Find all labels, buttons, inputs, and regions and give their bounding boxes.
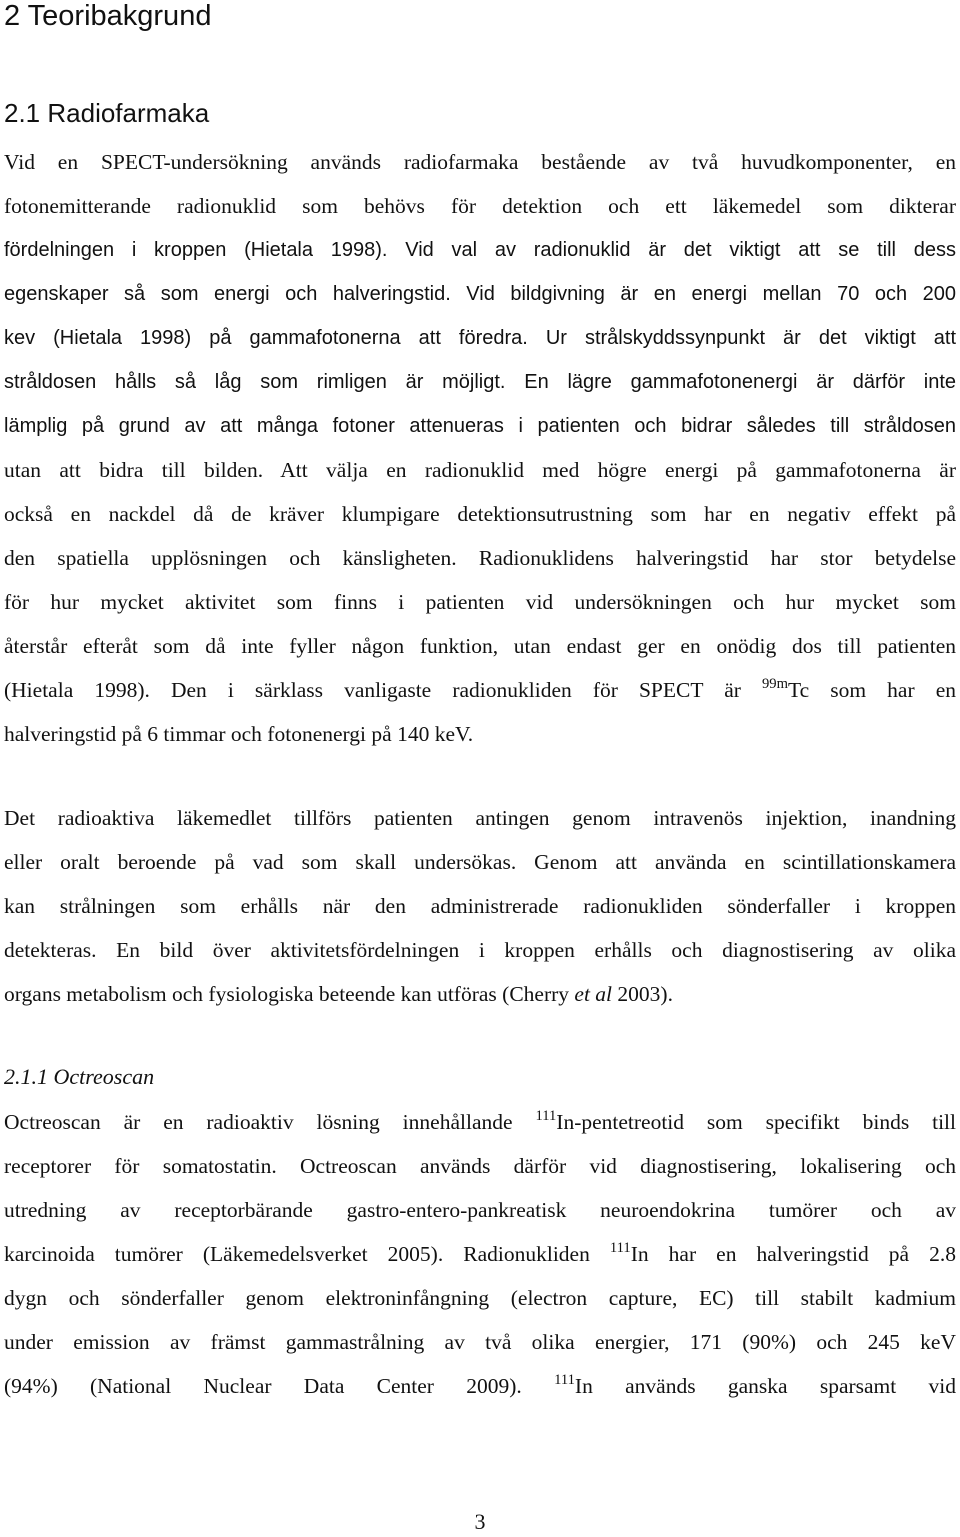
paragraph-2-line: eller oralt beroende på vad som skall undersökas. Genom att använda en scintillationskamera: [4, 850, 956, 874]
paragraph-1-line: halveringstid på 6 timmar och fotonenergi på 140 keV.: [4, 722, 474, 746]
paragraph-3-line: utredning av receptorbärande gastro-entero-pankreatisk neuroendokrina tumörer och av: [4, 1198, 956, 1222]
paragraph-2-line: detekteras. En bild över aktivitetsfördelningen i kroppen erhålls och diagnostisering av olika: [4, 938, 956, 962]
paragraph-1-line: fotonemitterande radionuklid som behövs för detektion och ett läkemedel som dikterar: [4, 194, 956, 218]
paragraph-1-line: (Hietala 1998). Den i särklass vanligaste radionukliden för SPECT är $^{99m}$Tc som har en: [4, 675, 956, 702]
paragraph-1-line: lämplig på grund av att många fotoner attenueras i patienten och bidrar således till stråldosen: [4, 415, 956, 437]
paragraph-1-line: stråldosen hålls så låg som rimligen är möjligt. En lägre gammafotonenergi är därför inte: [4, 371, 956, 393]
citation-et-al: et al: [574, 982, 613, 1006]
paragraph-1-line: också en nackdel då de kräver klumpigare detektionsutrustning som har en negativ effekt på: [4, 502, 956, 526]
paragraph-1-line: Vid en SPECT-undersökning används radiofarmaka bestående av två huvudkomponenter, en: [4, 150, 956, 174]
paragraph-2-line: kan strålningen som erhålls när den administrerade radionukliden sönderfaller i kroppen: [4, 894, 956, 918]
paragraph-2-line: Det radioaktiva läkemedlet tillförs patienten antingen genom intravenös injektion, inandning: [4, 806, 956, 830]
paragraph-1-line: kev (Hietala 1998) på gammafotonerna att föredra. Ur strålskyddssynpunkt är det viktigt att: [4, 327, 956, 349]
isotope-superscript: 111: [554, 1371, 575, 1388]
paragraph-3-line: under emission av främst gammastrålning av två olika energier, 171 (90%) och 245 keV: [4, 1330, 956, 1354]
paragraph-3-line: Octreoscan är en radioaktiv lösning innehållande $^{111}$In-pentetreotid som specifikt binds till: [4, 1107, 957, 1134]
paragraph-1-line: återstår efteråt som då inte fyller någon funktion, utan endast ger en onödig dos till patienten: [4, 634, 956, 658]
paragraph-3-line: karcinoida tumörer (Läkemedelsverket 2005). Radionukliden $^{111}$In har en halveringstid på 2.8: [4, 1239, 957, 1266]
page-number: 3: [474, 1509, 486, 1534]
paragraph-3-line: (94%) (National Nuclear Data Center 2009). $^{111}$In används ganska sparsamt vid: [4, 1371, 957, 1398]
paragraph-1-line: den spatiella upplösningen och känsligheten. Radionuklidens halveringstid har stor betydelse: [4, 546, 956, 570]
paragraph-2-line: organs metabolism och fysiologiska beteende kan utföras (Cherry et al 2003).: [4, 982, 673, 1006]
chapter-heading: 2 Teoribakgrund: [4, 0, 212, 32]
paragraph-3-line: dygn och sönderfaller genom elektroninfångning (electron capture, EC) till stabilt kadmium: [4, 1286, 956, 1310]
paragraph-1-line: utan att bidra till bilden. Att välja en radionuklid med högre energi på gammafotonerna är: [4, 458, 956, 482]
paragraph-1-line: för hur mycket aktivitet som finns i patienten vid undersökningen och hur mycket som: [4, 590, 956, 614]
subsection-heading: 2.1.1 Octreoscan: [4, 1064, 155, 1089]
paragraph-1-line: egenskaper så som energi och halveringstid. Vid bildgivning är en energi mellan 70 och 200: [4, 283, 956, 305]
isotope-superscript: 111: [609, 1239, 631, 1256]
isotope-superscript: 99m: [761, 675, 788, 692]
isotope-superscript: 111: [535, 1107, 557, 1124]
paragraph-3-line: receptorer för somatostatin. Octreoscan används därför vid diagnostisering, lokalisering och: [4, 1154, 956, 1178]
section-heading: 2.1 Radiofarmaka: [4, 98, 210, 128]
paragraph-1-line: fördelningen i kroppen (Hietala 1998). Vid val av radionuklid är det viktigt att se till dess: [4, 239, 956, 261]
